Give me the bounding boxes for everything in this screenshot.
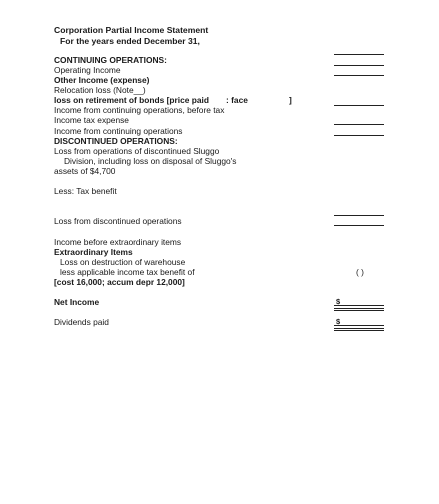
loss-discontinued-line-1: Loss from operations of discontinued Sluggo	[54, 146, 220, 156]
loss-from-discontinued-label: Loss from discontinued operations	[54, 216, 182, 226]
bond-retirement-loss-label: loss on retirement of bonds [price paid	[54, 95, 209, 105]
amount-rule	[334, 105, 384, 106]
double-underline	[334, 328, 384, 331]
net-income-dollar-sign: $	[336, 297, 341, 306]
dividends-dollar-sign: $	[336, 317, 341, 326]
operating-income-label: Operating Income	[54, 65, 121, 75]
income-before-extraordinary-label: Income before extraordinary items	[54, 237, 182, 247]
tax-benefit-label: Less: Tax benefit	[54, 186, 117, 196]
warehouse-loss-line-2: less applicable income tax benefit of	[60, 267, 195, 277]
other-income-label: Other Income (expense)	[54, 75, 150, 85]
amount-rule	[334, 225, 384, 226]
relocation-loss-label: Relocation loss (Note__)	[54, 85, 146, 95]
loss-discontinued-line-2: Division, including loss on disposal of Sluggo's	[64, 156, 237, 166]
amount-rule	[334, 215, 384, 216]
amount-rule	[334, 325, 384, 326]
double-underline	[334, 308, 384, 311]
income-before-tax-label: Income from continuing operations, before tax	[54, 105, 225, 115]
amount-rule	[334, 54, 384, 55]
income-tax-expense-label: Income tax expense	[54, 115, 129, 125]
bond-face-label: : face	[226, 95, 248, 105]
warehouse-loss-line-3: [cost 16,000; accum depr 12,000]	[54, 277, 185, 287]
amount-rule	[334, 305, 384, 306]
discontinued-operations-heading: DISCONTINUED OPERATIONS:	[54, 136, 178, 146]
dividends-paid-label: Dividends paid	[54, 317, 109, 327]
continuing-operations-heading: CONTINUING OPERATIONS:	[54, 55, 167, 65]
net-income-label: Net Income	[54, 297, 100, 307]
warehouse-parentheses: ( )	[356, 267, 364, 277]
amount-rule	[334, 124, 384, 125]
amount-rule	[334, 75, 384, 76]
bond-bracket-close: ]	[289, 95, 292, 105]
income-continuing-label: Income from continuing operations	[54, 126, 183, 136]
statement-title: Corporation Partial Income Statement	[54, 25, 209, 35]
amount-rule	[334, 135, 384, 136]
statement-subtitle: For the years ended December 31,	[60, 36, 200, 46]
loss-discontinued-line-3: assets of $4,700	[54, 166, 116, 176]
amount-rule	[334, 65, 384, 66]
warehouse-loss-line-1: Loss on destruction of warehouse	[60, 257, 186, 267]
extraordinary-items-heading: Extraordinary Items	[54, 247, 133, 257]
